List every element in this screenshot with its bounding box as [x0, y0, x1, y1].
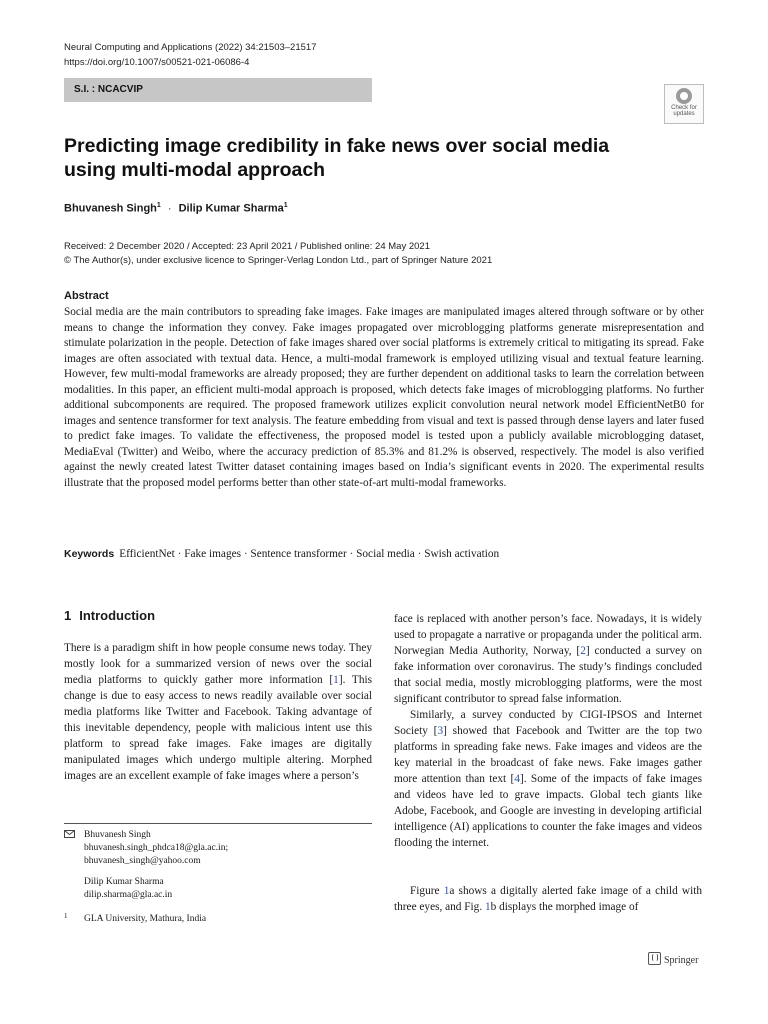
abstract-body: Social media are the main contributors to spreading fake images. Fake images are manipulated images altered through software or by other means to change the information they convey. Fake images propagated over microblogging platforms generate misrepresentation and stimulate polarization in the people. Detection of fake images shared over social platforms is extremely critical to mitigating its spread. Fake images are often associated with textual data. Hence, a multi-modal framework is employed utilizing visual and textual feature learning. However, few multi-modal frameworks are already proposed; they are further dependent on additional tasks to learn the correlation between modalities. In this paper, an efficient multi-modal approach is proposed, which detects fake images of microblogging platforms. No further additional subcomponents are required. The proposed framework utilizes explicit convolution neural network model EfficientNetB0 for images and sentence transformer for text analysis. The feature embedding from visual and text is passed through dense layers and later fused to predict fake images. To validate the effectiveness, the proposed model is tested upon a publicly available microblogging dataset, MediaEval (Twitter) and Weibo, where the accuracy prediction of 85.3% and 81.2% is observed, respectively. The model is also verified against the newly created latest Twitter dataset containing images based on India’s significant events in 2020. The experimental results illustrate that the proposed model performs better than other state-of-art multi-modal frameworks.	[64, 306, 704, 489]
author-separator: ·	[167, 202, 172, 215]
intro-text: Similarly, a survey conducted by CIGI-IPSOS and Internet Society [	[394, 709, 702, 737]
intro-text: a shows a digitally alerted fake image of a child with three eyes, and Fig.	[394, 885, 702, 913]
footnote-author-name: Dilip Kumar Sharma	[84, 877, 164, 887]
intro-text: ]. Some of the impacts of fake images and videos have led to grave impacts. Global tech giants like Adobe, Facebook, and Google are investing in developing artificial intelligence (AI) applications to counter the fake images and videos flooding the internet.	[394, 773, 702, 849]
affiliation-block	[64, 913, 372, 926]
section-banner	[64, 78, 372, 102]
citation-link[interactable]: 1	[333, 674, 339, 686]
journal-reference: Neural Computing and Applications (2022) 34:21503–21517	[64, 42, 317, 53]
footnote-divider	[64, 823, 372, 824]
intro-paragraph-right	[394, 611, 702, 851]
springer-horse-icon	[648, 952, 661, 965]
coauthor-block	[64, 876, 372, 902]
publisher-logo	[648, 952, 698, 966]
affiliation-text: GLA University, Mathura, India	[84, 914, 207, 924]
corresponding-author-block	[64, 829, 372, 868]
doi-link[interactable]: https://doi.org/10.1007/s00521-021-06086-4	[64, 57, 250, 68]
check-updates-icon	[676, 88, 692, 104]
footnote-author-name: Bhuvanesh Singh	[84, 830, 151, 840]
keywords-line	[64, 548, 499, 560]
author-name[interactable]: Dilip Kumar Sharma	[178, 202, 284, 215]
section-heading	[64, 608, 155, 623]
figure-link[interactable]: 1	[443, 885, 450, 897]
publisher-name: Springer	[664, 955, 699, 966]
check-for-updates-badge[interactable]	[664, 84, 704, 124]
figure-link[interactable]: 1	[484, 901, 491, 913]
citation-link[interactable]: 4	[514, 773, 520, 785]
envelope-icon	[64, 829, 75, 842]
section-banner-label: S.I. : NCACVIP	[74, 84, 143, 95]
section-number: 1	[64, 608, 72, 623]
section-title: Introduction	[79, 608, 156, 623]
citation-link[interactable]: 2	[580, 645, 586, 657]
check-updates-label-2: updates	[673, 111, 695, 117]
intro-paragraph-left	[64, 640, 372, 784]
author-list	[64, 202, 288, 215]
author-affiliation-mark: 1	[156, 202, 161, 209]
keywords-list: EfficientNet · Fake images · Sentence transformer · Social media · Swish activation	[119, 548, 500, 560]
intro-paragraph-right-2	[394, 883, 702, 915]
intro-text: b displays the morphed image of	[490, 901, 639, 913]
footnote-email[interactable]: dilip.sharma@gla.ac.in	[84, 890, 173, 900]
affiliation-number: 1	[64, 912, 68, 920]
footnotes	[64, 829, 372, 926]
citation-link[interactable]: 3	[437, 725, 444, 737]
intro-text: ] conducted a survey on fake information over coronavirus. The study’s findings concluded that social media, mostly microblogging platforms, were the most significant contributor to spread false information.	[394, 645, 702, 705]
publication-dates: Received: 2 December 2020 / Accepted: 23 April 2021 / Published online: 24 May 2021	[64, 241, 430, 252]
check-updates-label-1: Check for	[671, 105, 697, 111]
paper-title: Predicting image credibility in fake news over social media using multi-modal approach	[64, 135, 610, 181]
intro-text: ]. This change is due to easy access to news readily available over social media platforms like Twitter and Facebook. Taking advantage of this inevitable dependency, people with malicious intent use this platform to spread fake images. Fake images are digitally manipulated images which undergo multiple altering. Morphed images are an excellent example of fake images where a person’s	[64, 674, 372, 782]
intro-text: There is a paradigm shift in how people consume news today. They mostly look for a summarized version of news over the social media platforms to quickly gather more information [	[64, 642, 372, 686]
intro-text: ] showed that Facebook and Twitter are the top two platforms in spreading fake news. Fake images and videos are the key material in the broadcast of fake news. Fake images gather more attention than text [	[394, 725, 702, 785]
copyright-notice: © The Author(s), under exclusive licence to Springer-Verlag London Ltd., part of Springer Nature 2021	[64, 255, 493, 266]
footnote-email[interactable]: bhuvanesh_singh@yahoo.com	[84, 856, 201, 866]
keywords-label: Keywords	[64, 548, 115, 560]
intro-text: face is replaced with another person’s face. Nowadays, it is widely used to propagate a narrative or propaganda under the political arm. Norwegian Media Authority, Norway, [	[394, 613, 702, 657]
footnote-email[interactable]: bhuvanesh.singh_phdca18@gla.ac.in;	[84, 843, 229, 853]
abstract-heading: Abstract	[64, 290, 109, 302]
author-affiliation-mark: 1	[283, 202, 288, 209]
intro-text: Figure	[410, 885, 444, 897]
author-name[interactable]: Bhuvanesh Singh	[64, 202, 157, 215]
